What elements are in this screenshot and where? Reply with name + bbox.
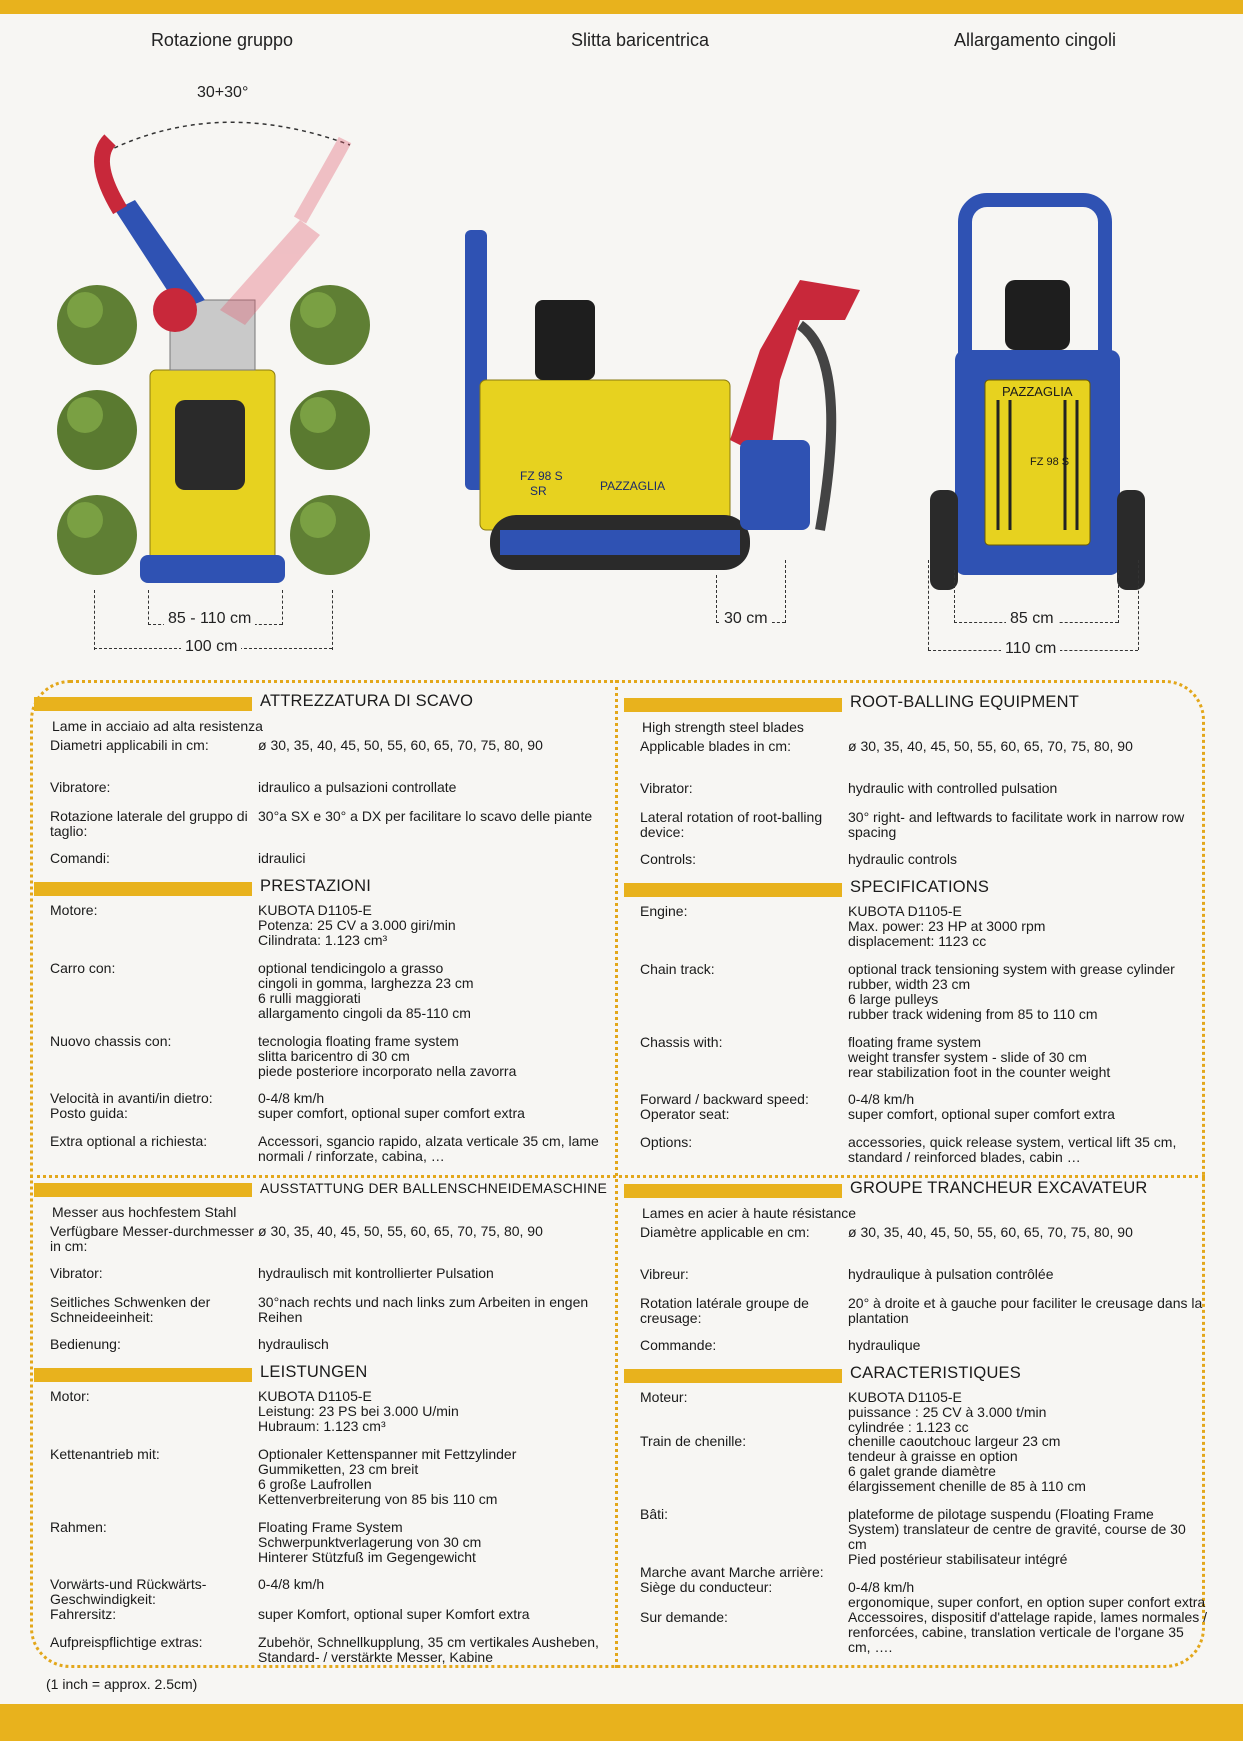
spec-row: Applicable blades in cm: ø 30, 35, 40, 45, 50, 55, 60, 65, 70, 75, 80, 90 xyxy=(640,738,1133,754)
dim-line-right-inner-r xyxy=(1118,570,1119,623)
front-model-label: FZ 98 S xyxy=(1030,456,1070,468)
spec-row: Diametri applicabili in cm: ø 30, 35, 40, 45, 50, 55, 60, 65, 70, 75, 80, 90 xyxy=(50,737,543,753)
section-title: AUSSTATTUNG DER BALLENSCHNEIDEMASCHINE xyxy=(260,1180,608,1196)
section-en-equipment xyxy=(624,693,1214,870)
spec-row: Aufpreispflichtige extras: Zubehör, Schnellkupplung, 35 cm vertikales Ausheben, Standard- / verstärkte Messer, Kabine xyxy=(50,1634,599,1665)
section-title: SPECIFICATIONS xyxy=(850,878,990,896)
footnote: (1 inch = approx. 2.5cm) xyxy=(46,1676,198,1692)
section-intro: Lame in acciaio ad alta resistenza xyxy=(52,718,263,734)
dim-line-left-outer-r xyxy=(332,590,333,650)
spec-row: Bedienung: hydraulisch xyxy=(50,1336,329,1352)
spec-row: Commande: hydraulique xyxy=(640,1337,921,1353)
dim-line-left-inner-r xyxy=(282,590,283,625)
front-view-machine-image xyxy=(930,200,1145,590)
spec-row: Vibrator: hydraulisch mit kontrollierter Pulsation xyxy=(50,1265,494,1281)
section-title: ATTREZZATURA DI SCAVO xyxy=(260,692,474,710)
caption-slide: Slitta baricentrica xyxy=(570,30,710,50)
spec-row: Lateral rotation of root-balling device: 30° right- and leftwards to facilitate work in narrow row spacing xyxy=(640,809,1185,840)
spec-row: Engine: KUBOTA D1105-E Max. power: 23 HP at 3000 rpm displacement: 1123 cc xyxy=(640,903,1046,949)
section-title: ROOT-BALLING EQUIPMENT xyxy=(850,693,1080,711)
spec-row: Forward / backward speed: Operator seat: 0-4/8 km/h super comfort, optional super comfort extra xyxy=(640,1091,1115,1122)
spec-row: Rotation latérale groupe de creusage: 20° à droite et à gauche pour faciliter le creusage dans la plantation xyxy=(640,1295,1203,1326)
caption-widening: Allargamento cingoli xyxy=(953,30,1117,50)
section-intro: Lames en acier à haute résistance xyxy=(642,1205,857,1221)
spec-row: Seitliches Schwenken der Schneideeinheit: 30°nach rechts und nach links zum Arbeiten in engen Reihen xyxy=(50,1294,589,1325)
spec-row: Controls: hydraulic controls xyxy=(640,851,957,867)
front-brand-label: PAZZAGLIA xyxy=(1002,384,1073,399)
section-it-equipment xyxy=(34,692,624,869)
spec-row: Chassis with: floating frame system weight transfer system - slide of 30 cm rear stabilization foot in the counter weight xyxy=(640,1034,1111,1080)
spec-row: Moteur: KUBOTA D1105-E puissance : 25 CV à 3.000 t/min cylindrée : 1.123 cc xyxy=(640,1389,1047,1435)
spec-row: Comandi: idraulici xyxy=(50,850,306,866)
side-view-machine-image xyxy=(465,230,860,570)
spec-row: Motor: KUBOTA D1105-E Leistung: 23 PS bei 3.000 U/min Hubraum: 1.123 cm³ xyxy=(50,1388,459,1434)
spec-row: Options: accessories, quick release system, vertical lift 35 cm, standard / reinforced blades, cabin … xyxy=(640,1134,1177,1165)
spec-row: Verfügbare Messer-durchmesser in cm: ø 30, 35, 40, 45, 50, 55, 60, 65, 70, 75, 80, 90 xyxy=(50,1223,543,1254)
top-accent-bar xyxy=(0,0,1243,14)
dim-line-mid-r xyxy=(785,560,786,623)
spec-row: Rahmen: Floating Frame System Schwerpunktverlagerung von 30 cm Hinterer Stützfuß im Gegengewicht xyxy=(50,1519,482,1565)
spec-row: Train de chenille: chenille caoutchouc largeur 23 cm tendeur à graisse en option 6 galet grande diamètre élargissement chenille de 85 à 110 cm xyxy=(640,1433,1086,1494)
section-title: LEISTUNGEN xyxy=(260,1363,368,1381)
spec-row: Marche avant Marche arrière: Siège du conducteur: Sur demande: 0-4/8 km/h ergonomique, super confort, en option super confort extra Accessoires, dispositif d'attelage rapide, lames normales / renforcées, cabine, translation verticale de l'organe 35 cm, …. xyxy=(640,1564,1208,1655)
spec-row: Chain track: optional track tensioning system with grease cylinder rubber, width 23 cm 6 large pulleys rubber track widening from 85 to 110 cm xyxy=(640,961,1175,1022)
dim-line-mid-l xyxy=(716,575,717,623)
machine-illustrations xyxy=(0,60,1243,670)
spec-row: Vibrator: hydraulic with controlled pulsation xyxy=(640,780,1058,796)
spec-row: Diamètre applicable en cm: ø 30, 35, 40, 45, 50, 55, 60, 65, 70, 75, 80, 90 xyxy=(640,1224,1133,1240)
dim-line-right-outer-r xyxy=(1138,560,1139,650)
side-model-label: FZ 98 S xyxy=(520,469,563,483)
spec-row: Bâti: plateforme de pilotage suspendu (Floating Frame System) translateur de centre de gravité, course de 30 cm Pied postérieur stabilisateur intégré xyxy=(640,1506,1186,1567)
dim-angle-label: 30+30° xyxy=(193,84,252,102)
dim-line-right-outer-l xyxy=(928,560,929,650)
spec-row: Extra optional a richiesta: Accessori, sgancio rapido, alzata verticale 35 cm, lame normali / rinforzate, cabina, … xyxy=(50,1133,599,1164)
dim-outer-track-label: 100 cm xyxy=(181,638,241,656)
spec-row: Vorwärts-und Rückwärts-Geschwindigkeit: Fahrersitz: 0-4/8 km/h super Komfort, optional super Komfort extra xyxy=(50,1576,530,1622)
dim-right-inner-label: 85 cm xyxy=(1006,610,1058,628)
section-de-performance xyxy=(34,1363,624,1667)
section-intro: High strength steel blades xyxy=(642,719,804,735)
section-title: GROUPE TRANCHEUR EXCAVATEUR xyxy=(850,1179,1148,1197)
section-intro: Messer aus hochfestem Stahl xyxy=(52,1204,237,1220)
dim-right-outer-label: 110 cm xyxy=(1001,640,1060,658)
spec-row: Velocità in avanti/in dietro: Posto guida: 0-4/8 km/h super comfort, optional super comfort extra xyxy=(50,1090,525,1121)
dim-line-right-inner-l xyxy=(954,570,955,623)
top-view-machine-image xyxy=(57,122,370,583)
section-title: CARACTERISTIQUES xyxy=(850,1364,1021,1382)
spec-row: Vibreur: hydraulique à pulsation contrôlée xyxy=(640,1266,1054,1282)
section-de-equipment xyxy=(34,1178,624,1355)
spec-row: Carro con: optional tendicingolo a grasso cingoli in gomma, larghezza 23 cm 6 rulli maggiorati allargamento cingoli da 85-110 cm xyxy=(50,960,474,1021)
section-fr-specs xyxy=(624,1364,1214,1665)
section-it-performance xyxy=(34,877,624,1166)
spec-row: Vibratore: idraulico a pulsazioni controllate xyxy=(50,779,457,795)
dim-slide-label: 30 cm xyxy=(720,610,772,628)
caption-rotation: Rotazione gruppo xyxy=(150,30,294,50)
section-title: PRESTAZIONI xyxy=(260,877,371,895)
side-brand-label: PAZZAGLIA xyxy=(600,479,666,493)
spec-row: Nuovo chassis con: tecnologia floating frame system slitta baricentro di 30 cm piede posteriore incorporato nella zavorra xyxy=(50,1033,517,1079)
dim-line-left-outer-l xyxy=(94,590,95,650)
section-fr-equipment xyxy=(624,1179,1214,1356)
bottom-accent-bar xyxy=(0,1704,1243,1741)
dim-line-left-inner-l xyxy=(148,590,149,625)
spec-row: Motore: KUBOTA D1105-E Potenza: 25 CV a 3.000 giri/min Cilindrata: 1.123 cm³ xyxy=(50,902,456,948)
spec-row: Rotazione laterale del gruppo di taglio: 30°a SX e 30° a DX per facilitare lo scavo delle piante xyxy=(50,808,593,839)
section-en-specs xyxy=(624,878,1214,1167)
side-sub-label: SR xyxy=(530,484,547,498)
dim-inner-track-label: 85 - 110 cm xyxy=(164,610,255,628)
spec-row: Kettenantrieb mit: Optionaler Kettenspanner mit Fettzylinder Gummiketten, 23 cm breit 6 große Laufrollen Kettenverbreiterung von 85 bis 110 cm xyxy=(50,1446,517,1507)
